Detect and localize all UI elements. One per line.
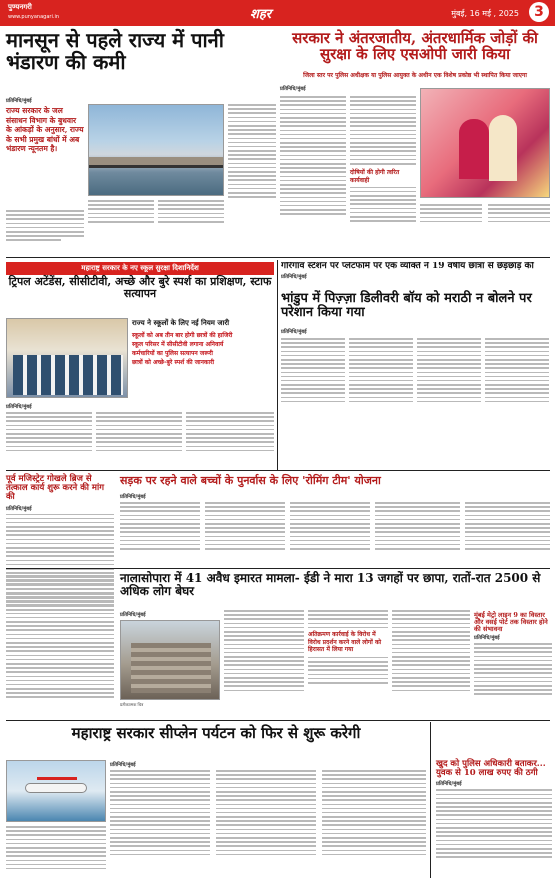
section-name: शहर xyxy=(250,7,272,22)
dateline: प्रतिनिधि/मुंबई xyxy=(281,329,307,335)
seaplane-col2 xyxy=(216,770,316,858)
story-marriage xyxy=(280,30,550,62)
story-title: भांडुप में पिज़्ज़ा डिलीवरी बॉय को मराठी न बोलने पर परेशान किया गया xyxy=(281,291,532,321)
monsoon-text-col4 xyxy=(228,104,276,200)
site-url: www.punyanagari.in xyxy=(8,14,59,20)
pizza-col1 xyxy=(281,338,345,405)
dateline: प्रतिनिधि/मुंबई xyxy=(120,612,146,618)
subhead: राज्य ने स्कूलों के लिए नई नियम जारी xyxy=(132,318,230,327)
dateline: प्रतिनिधि/मुंबई xyxy=(281,273,307,280)
subhead: दोषियों की होगी त्वरित कार्यवाही xyxy=(350,168,400,184)
story-training xyxy=(6,276,274,300)
pizza-col3 xyxy=(417,338,481,405)
seaplane-col3 xyxy=(322,770,426,858)
marriage-col4 xyxy=(488,204,550,225)
highlight-text: अतिक्रमण कार्रवाई के विरोध में विरोध प्रदर्शन करने वाले लोगों को हिरासत में लिया गया xyxy=(308,631,382,654)
dateline: प्रतिनिधि/मुंबई xyxy=(6,404,32,410)
training-col1 xyxy=(6,412,92,454)
seaplane-photo xyxy=(6,760,106,822)
story-title: मुंबई मेट्रो लाइन 9 का विस्तार और वसई पोर्ट तक विस्तार होने की संभावना xyxy=(474,611,548,634)
roaming-col1 xyxy=(120,502,200,552)
roaming-col3 xyxy=(290,502,370,552)
metro-article xyxy=(474,612,552,697)
story-seaplane xyxy=(6,725,426,741)
pizza-col2 xyxy=(349,338,413,405)
dateline: प्रतिनिधि/मुंबई xyxy=(110,762,136,768)
story-title: खुद को पुलिस अधिकारी बताकर... युवक से 10 लाख रुपए की ठगी xyxy=(436,759,546,779)
training-sidebar xyxy=(132,318,274,367)
seaplane-body xyxy=(110,760,426,770)
story-title: गोरेगांव स्टेशन पर प्लेटफॉर्म पर एक व्यक्ति ने 19 वर्षीय छात्रा से छेड़छाड़ की xyxy=(281,262,534,271)
goregaon-article xyxy=(281,262,551,290)
school-photo xyxy=(6,318,128,398)
marriage-col3 xyxy=(420,204,482,225)
story-title: सरकार ने अंतरजातीय, अंतरधार्मिक जोड़ों की सुरक्षा के लिए एसओपी जारी किया xyxy=(292,29,538,64)
seaplane-col1 xyxy=(110,770,210,858)
pizza-body xyxy=(281,327,551,337)
story-monsoon xyxy=(6,30,274,73)
roaming-col5 xyxy=(465,502,550,552)
masthead xyxy=(0,0,555,26)
nalasopara-col1 xyxy=(224,610,304,694)
dateline: प्रतिनिधि/मुंबई xyxy=(6,98,32,104)
bullet-item: छात्रों को अच्छे-बुरे स्पर्श की जानकारी xyxy=(132,359,215,366)
wedding-photo xyxy=(420,88,550,198)
roaming-body xyxy=(120,492,550,502)
dam-photo xyxy=(88,104,224,196)
story-nalasopara xyxy=(120,572,550,598)
bullet-item: स्कूल परिसर में सीसीटीवी लगाना अनिवार्य xyxy=(132,341,224,348)
edition-date: मुंबई, 16 मई , 2025 xyxy=(451,9,519,18)
roaming-col2 xyxy=(205,502,285,552)
training-band: महाराष्ट्र सरकार के नए स्कूल सुरक्षा दिशानिर्देश xyxy=(6,262,274,275)
story-title: पूर्व मजिस्ट्रेट गोखले ब्रिज से तत्काल कार्य शुरू करने की मांग की xyxy=(6,474,104,503)
story-title: महाराष्ट्र सरकार सीप्लेन पर्यटन को फिर से शुरू करेगी xyxy=(71,724,361,742)
story-title: सड़क पर रहने वाले बच्चों के पुनर्वास के लिए 'रोमिंग टीम' योजना xyxy=(120,474,381,487)
monsoon-text-col3 xyxy=(158,200,224,225)
monsoon-text-col2 xyxy=(88,200,154,225)
training-col2 xyxy=(96,412,182,454)
bullet-item: स्कूलों को अब तीन बार होगी छात्रों की हाजिरी xyxy=(132,332,233,339)
story-band: जिला स्तर पर पुलिस अधीक्षक या पुलिस आयुक्त के अधीन एक विशेष प्रकोष्ठ भी स्थापित किया जाएगा xyxy=(280,70,550,80)
dateline: प्रतिनिधि/मुंबई xyxy=(436,781,462,788)
story-title: मानसून से पहले राज्य में पानी भंडारण की कमी xyxy=(6,28,224,74)
seaplane-col0 xyxy=(6,826,106,872)
building-photo xyxy=(120,620,220,700)
dateline: प्रतिनिधि/मुंबई xyxy=(280,86,306,92)
left-col-text xyxy=(6,575,114,701)
story-pizza xyxy=(281,292,551,320)
roaming-col4 xyxy=(375,502,460,552)
nalasopara-col3 xyxy=(392,610,470,694)
dateline: प्रतिनिधि/मुंबई xyxy=(6,505,32,512)
marriage-col1 xyxy=(280,96,346,217)
story-roaming xyxy=(120,475,550,487)
monsoon-text-col xyxy=(6,210,84,244)
training-body xyxy=(6,402,274,412)
photo-caption: प्रतीकात्मक चित्र xyxy=(120,702,144,707)
brand-name: पुण्यनगरी xyxy=(8,3,32,11)
story-title: नालासोपारा में 41 अवैध इमारत मामला- ईडी ने मारा 13 जगहों पर छापा, रातों-रात 2500 से अधिक लोग बेघर xyxy=(120,571,541,598)
bullet-item: कर्मचारियों का पुलिस सत्यापन जरूरी xyxy=(132,350,213,357)
nalasopara-highlight-box xyxy=(308,610,388,686)
page-number: 3 xyxy=(529,2,549,22)
nalasopara-body xyxy=(120,610,220,620)
marriage-col2 xyxy=(350,96,416,224)
pullquote: राज्य सरकार के जल संसाधन विभाग के बुधवार के आंकड़ों के अनुसार, राज्य के सभी प्रमुख बांधों में अब भंडारण न्यूनतम है। xyxy=(6,106,84,153)
dateline: प्रतिनिधि/मुंबई xyxy=(474,635,500,642)
dateline: प्रतिनिधि/मुंबई xyxy=(120,494,146,500)
story-title: ट्रिपल अटेंडेंस, सीसीटीवी, अच्छे और बुरे स्पर्श का प्रशिक्षण, स्टाफ सत्यापन xyxy=(8,275,272,300)
story-cyber xyxy=(436,760,552,861)
training-col3 xyxy=(186,412,274,454)
pizza-col4 xyxy=(485,338,549,405)
monsoon-pullquote xyxy=(6,106,84,154)
